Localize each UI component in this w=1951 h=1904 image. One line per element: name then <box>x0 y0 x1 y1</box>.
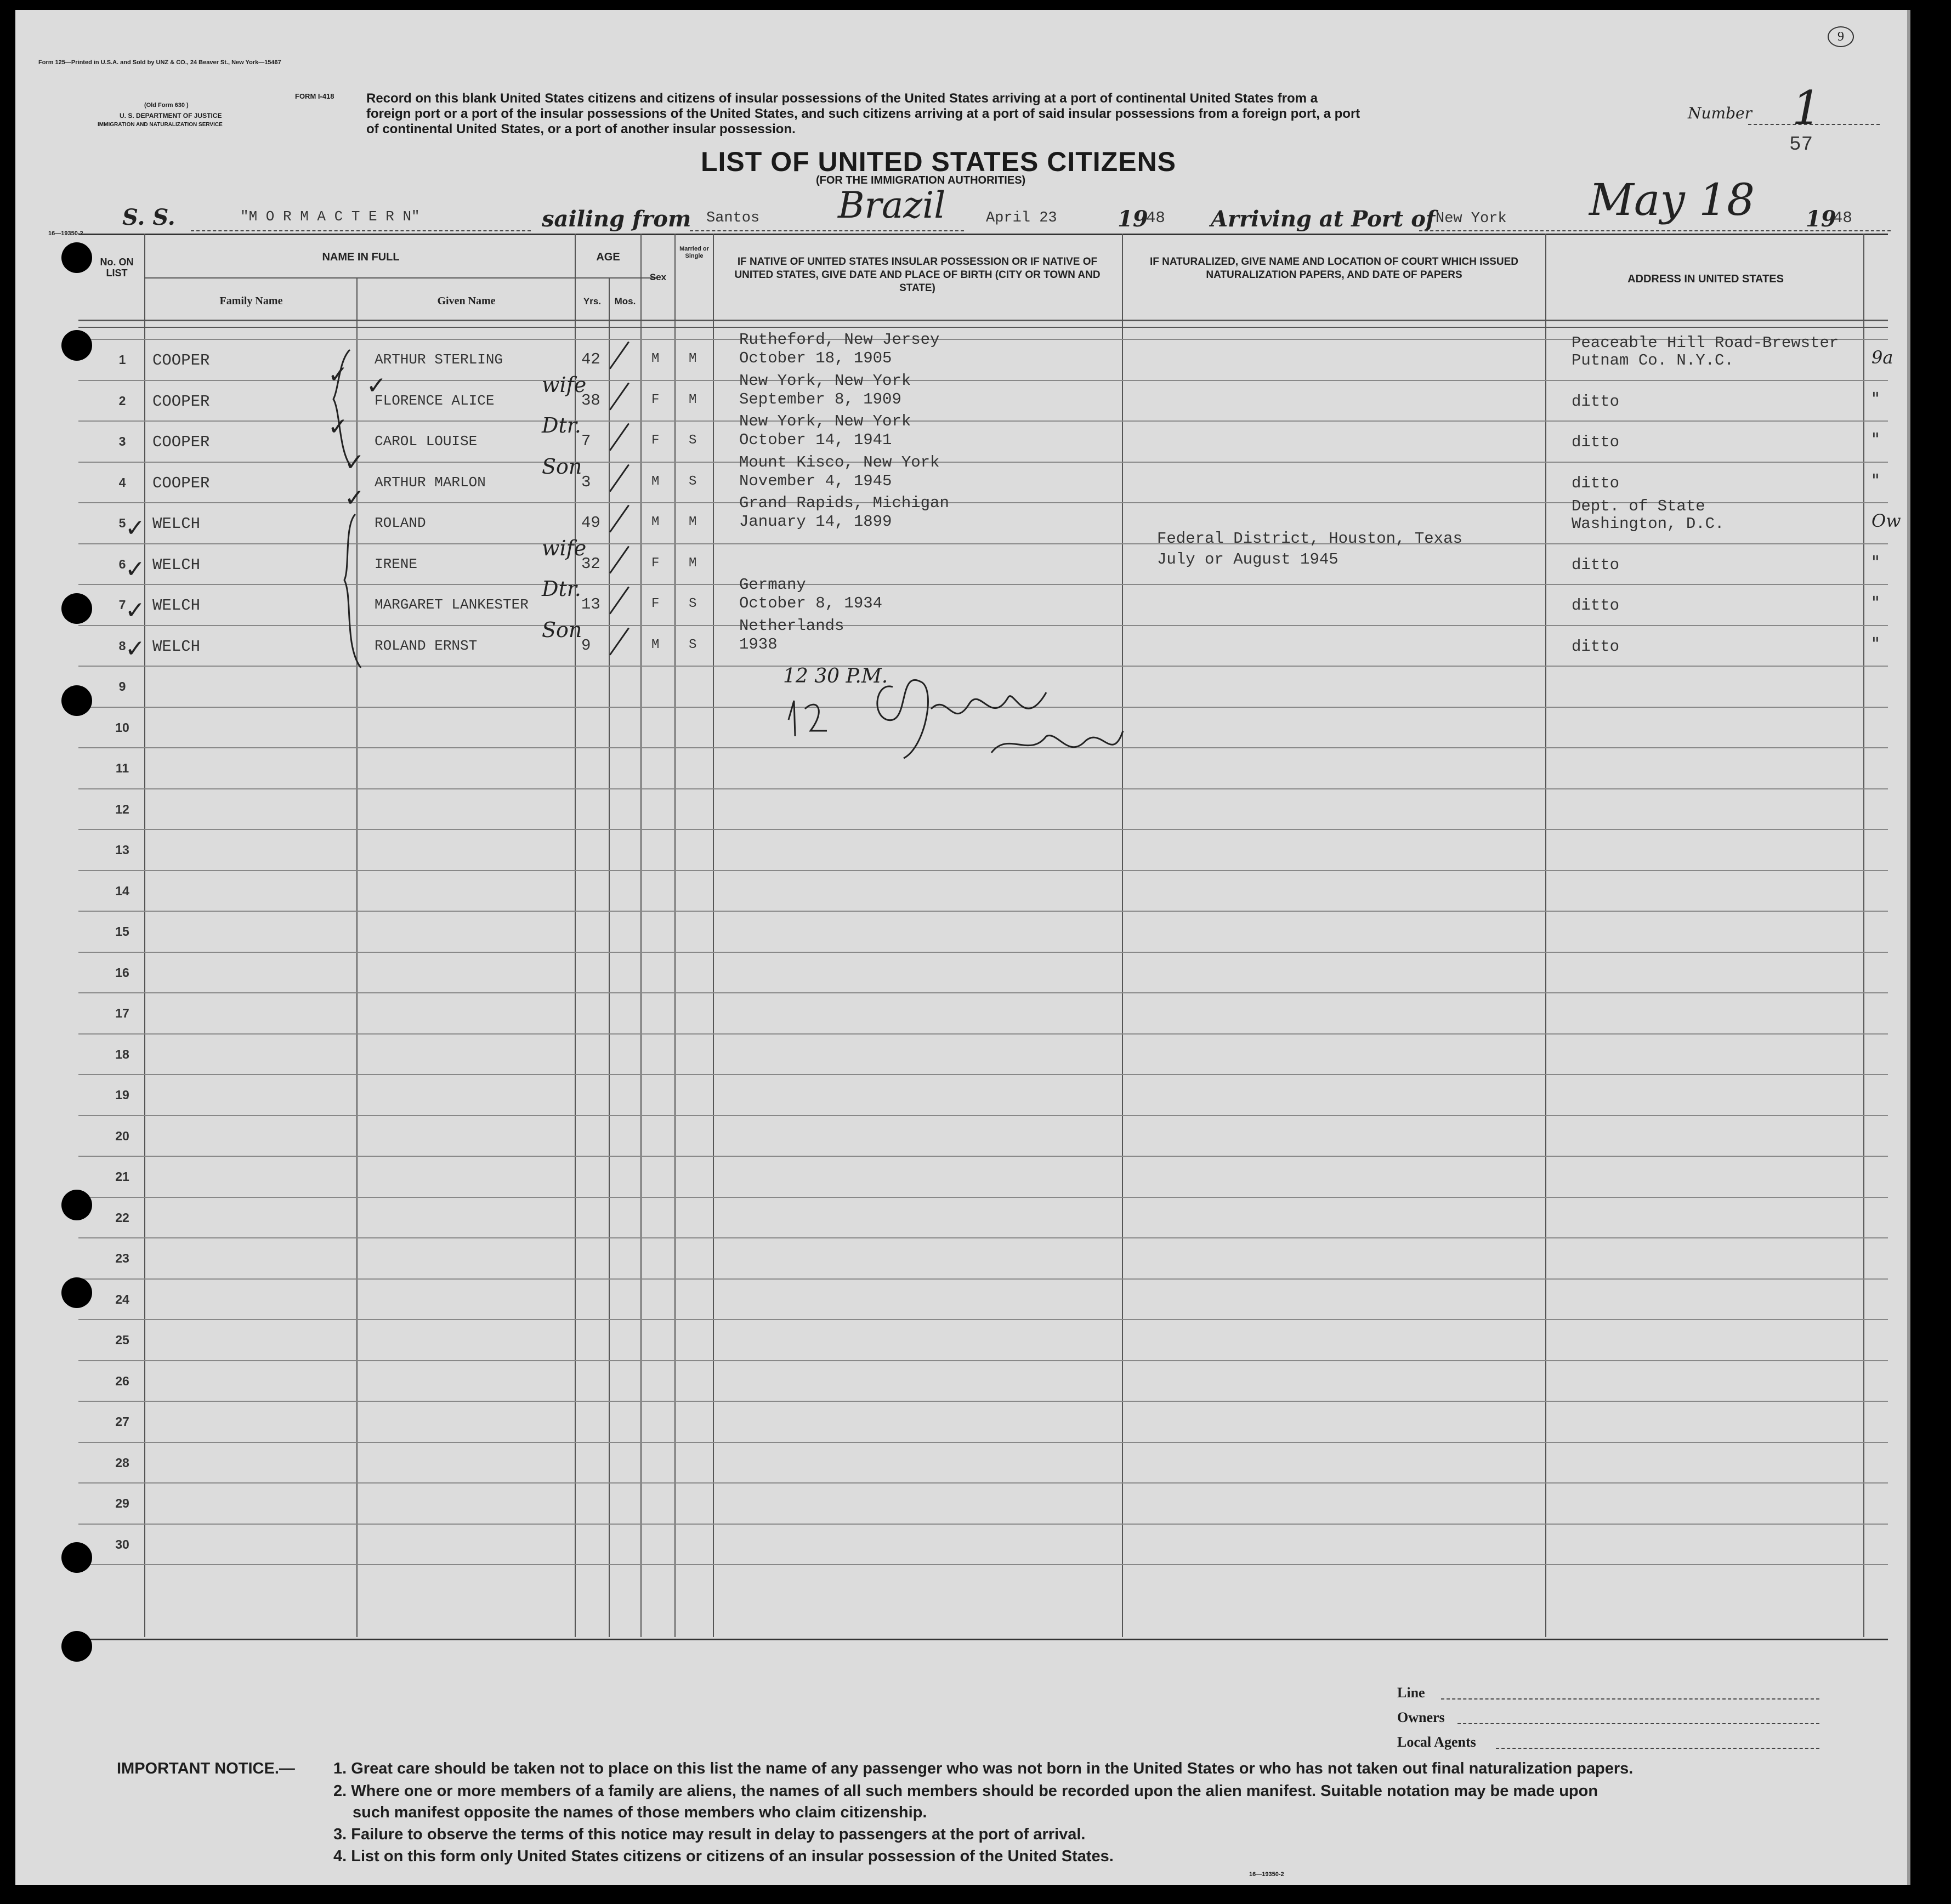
marital-status: S <box>689 638 697 652</box>
age-years: 38 <box>581 391 600 410</box>
instruction-line: of continental United States, or a port of another insular possession. <box>366 122 796 137</box>
ruled-row-line <box>78 829 1888 830</box>
sail-year: 48 <box>1146 209 1165 227</box>
ruled-row-line <box>78 1074 1888 1075</box>
marital-status: M <box>689 515 697 530</box>
row-number: 15 <box>115 924 129 939</box>
col-name-in-full: NAME IN FULL <box>322 251 400 263</box>
col-address: ADDRESS IN UNITED STATES <box>1627 273 1784 285</box>
family-name: WELCH <box>152 596 201 615</box>
checkmark-icon: ✓ <box>125 555 145 583</box>
signature-time: 12 30 P.M. <box>783 665 888 687</box>
punch-hole <box>61 242 92 273</box>
birth-date: September 8, 1909 <box>739 390 901 408</box>
relation-note: wife <box>542 373 587 397</box>
birth-place: New York, New York <box>739 412 911 430</box>
ruled-row-line <box>78 992 1888 993</box>
row-number: 8 <box>118 639 126 653</box>
age-years: 49 <box>581 514 600 532</box>
line-label: Line <box>1397 1685 1425 1701</box>
col-divider <box>1545 234 1546 1637</box>
margin-mark: " <box>1871 552 1880 572</box>
sex: F <box>651 393 660 407</box>
row-number: 22 <box>115 1210 129 1225</box>
notice-1: 1. Great care should be taken not to place on this list the name of any passenger who was not born in the United States or who has not taken out final naturalization papers. <box>333 1760 1634 1777</box>
birth-place: New York, New York <box>739 372 911 390</box>
marital-status: S <box>689 596 697 611</box>
address-line-2: Putnam Co. N.Y.C. <box>1572 351 1734 370</box>
address-line-1: Dept. of State <box>1572 497 1705 515</box>
birth-place: Mount Kisco, New York <box>739 453 940 471</box>
margin-mark: Ow <box>1871 510 1901 531</box>
row-number: 11 <box>115 761 129 775</box>
page-stamp: 57 <box>1789 133 1813 156</box>
row-number: 12 <box>115 802 129 816</box>
col-divider <box>1863 234 1864 1637</box>
row-number: 30 <box>115 1537 129 1551</box>
margin-mark: " <box>1871 388 1880 409</box>
col-sex: Sex <box>649 272 667 282</box>
owners-label: Owners <box>1397 1709 1445 1725</box>
arrival-port: New York <box>1436 211 1507 227</box>
row-number: 20 <box>115 1129 129 1143</box>
marital-status: M <box>689 351 697 366</box>
row-number: 13 <box>115 843 129 857</box>
ruled-row-line <box>78 1115 1888 1116</box>
family-name: COOPER <box>152 474 210 492</box>
row-number: 17 <box>115 1006 129 1020</box>
relation-note: wife <box>542 536 587 560</box>
signature-title <box>991 717 1081 736</box>
arriving-label: Arriving at Port of <box>1211 206 1436 232</box>
sailing-from: Santos <box>706 210 760 226</box>
punch-hole <box>61 330 92 361</box>
sex: M <box>651 638 660 652</box>
line-underline <box>1441 1698 1819 1700</box>
margin-mark: " <box>1871 470 1880 491</box>
ruled-row-line <box>78 1442 1888 1443</box>
col-family-name: Family Name <box>219 295 283 307</box>
sex: M <box>651 515 660 530</box>
instruction-line: foreign port or a port of the insular possessions of the United States, and such citizens arriving at a port of said insular possessions from a foreign port, a port <box>366 106 1360 121</box>
footer-code: 16—19350-2 <box>1249 1871 1284 1878</box>
naturalization-date: July or August 1945 <box>1157 550 1339 569</box>
punch-hole <box>61 685 92 716</box>
family-name: WELCH <box>152 556 201 574</box>
row-number: 26 <box>115 1374 129 1388</box>
birth-date: October 18, 1905 <box>739 349 892 367</box>
marital-status: M <box>689 556 697 571</box>
sailing-from-handwritten: Brazil <box>838 184 946 226</box>
margin-mark: 9a <box>1871 347 1893 368</box>
col-married-single: Married or Single <box>679 246 709 259</box>
marital-status: S <box>689 433 697 448</box>
address-line-2: ditto <box>1572 393 1620 411</box>
sail-year-prefix: 19 <box>1118 206 1148 232</box>
birth-date: October 8, 1934 <box>739 594 883 612</box>
ruled-row-line <box>78 870 1888 871</box>
margin-mark: " <box>1871 633 1880 654</box>
punch-hole <box>61 1631 92 1662</box>
ruled-row-line <box>78 1524 1888 1525</box>
ruled-row-line <box>78 1401 1888 1402</box>
relation-note: Son <box>542 454 582 479</box>
family-name: COOPER <box>152 393 210 411</box>
checkmark-icon: ✓ <box>366 372 387 400</box>
birth-place: Grand Rapids, Michigan <box>739 494 949 512</box>
row-number: 19 <box>115 1088 129 1102</box>
notice-3: 3. Failure to observe the terms of this notice may result in delay to passengers at the port of arrival. <box>333 1826 1086 1843</box>
given-name: MARGARET LANKESTER <box>375 596 529 613</box>
col-divider <box>1122 234 1123 1637</box>
col-mos: Mos. <box>614 296 636 306</box>
given-name: CAROL LOUISE <box>375 433 478 450</box>
row-number: 29 <box>115 1496 129 1510</box>
arrival-year: 48 <box>1833 209 1852 227</box>
checkmark-icon: ✓ <box>125 596 145 624</box>
marital-status: S <box>689 474 697 489</box>
row-number: 18 <box>115 1047 129 1061</box>
col-divider <box>609 277 610 1637</box>
ss-label: S. S. <box>122 204 175 230</box>
col-divider <box>640 234 642 1637</box>
row-number: 10 <box>115 720 129 735</box>
given-name: FLORENCE ALICE <box>375 393 495 409</box>
checkmark-icon: ✓ <box>344 484 365 512</box>
birth-place: Rutheford, New Jersey <box>739 331 940 349</box>
notice-2-cont: such manifest opposite the names of those members who claim citizenship. <box>353 1804 927 1821</box>
col-birth: IF NATIVE OF UNITED STATES INSULAR POSSESSION OR IF NATIVE OF UNITED STATES, GIVE DATE AND PLACE OF BIRTH (CITY OR TOWN AND STATE) <box>734 256 1101 294</box>
punch-hole <box>61 1277 92 1308</box>
notice-title: IMPORTANT NOTICE.— <box>117 1760 295 1777</box>
ruled-row-line <box>78 1156 1888 1157</box>
age-years: 13 <box>581 595 600 613</box>
address-line-2: Washington, D.C. <box>1572 515 1725 533</box>
arrival-underline <box>1419 230 1891 231</box>
signature-name <box>904 660 1030 685</box>
instructions <box>366 91 1606 137</box>
punch-hole <box>61 593 92 624</box>
col-no-on-list: No. ON LIST <box>100 257 134 279</box>
ruled-row-line <box>78 1482 1888 1484</box>
sex: M <box>651 474 660 489</box>
row-number: 3 <box>118 434 126 448</box>
given-name: ROLAND ERNST <box>375 638 478 654</box>
form-number: FORM I-418 <box>295 92 334 100</box>
header-bottom-rule <box>78 320 1888 321</box>
row-number: 27 <box>115 1414 129 1429</box>
col-given-name: Given Name <box>437 295 496 307</box>
ruled-row-line <box>78 1237 1888 1238</box>
checkmark-icon: ✓ <box>328 361 348 389</box>
col-naturalized: IF NATURALIZED, GIVE NAME AND LOCATION OF COURT WHICH ISSUED NATURALIZATION PAPERS, AND DATE OF PAPERS <box>1149 256 1518 281</box>
birth-date: 1938 <box>739 635 778 653</box>
birth-date: October 14, 1941 <box>739 431 892 449</box>
age-years: 7 <box>581 432 591 450</box>
name-header-rule <box>144 277 605 279</box>
age-years: 9 <box>581 636 591 655</box>
old-form: (Old Form 630 ) <box>144 102 189 109</box>
col-yrs: Yrs. <box>583 296 602 306</box>
row-number: 21 <box>115 1169 129 1184</box>
margin-mark: " <box>1871 592 1880 613</box>
page-title: LIST OF UNITED STATES CITIZENS <box>701 146 1177 177</box>
given-name: ARTHUR MARLON <box>375 474 486 491</box>
row-number: 5 <box>118 516 126 530</box>
address-line-2: ditto <box>1572 433 1620 451</box>
agents-underline <box>1496 1748 1819 1749</box>
age-years: 42 <box>581 350 600 368</box>
manifest-sheet <box>15 10 1910 1885</box>
page-subtitle: (FOR THE IMMIGRATION AUTHORITIES) <box>816 174 1026 186</box>
family-brackets <box>328 339 388 690</box>
row-number: 24 <box>115 1292 129 1306</box>
address-line-2: ditto <box>1572 474 1620 492</box>
header-bottom-rule-2 <box>78 327 1888 328</box>
birth-date: January 14, 1899 <box>739 513 892 531</box>
ruled-row-line <box>78 1564 1888 1565</box>
ruled-row-line <box>78 1033 1888 1035</box>
row-number: 7 <box>118 598 126 612</box>
row-number: 2 <box>118 394 126 408</box>
sailing-underline <box>690 230 964 231</box>
address-line-2: ditto <box>1572 556 1620 574</box>
margin-mark: " <box>1871 429 1880 450</box>
ruled-row-line <box>78 1197 1888 1198</box>
owners-underline <box>1457 1723 1819 1724</box>
ruled-row-line <box>78 952 1888 953</box>
col-divider <box>575 234 576 1637</box>
checkmark-icon: ✓ <box>125 514 145 542</box>
family-name: COOPER <box>152 433 210 451</box>
col-divider <box>713 234 714 1637</box>
family-name: COOPER <box>152 351 210 370</box>
arrival-year-prefix: 19 <box>1806 206 1836 232</box>
ruled-row-line <box>78 1278 1888 1280</box>
notice-2: 2. Where one or more members of a family are aliens, the names of all such members should be recorded upon the alien manifest. Suitable notation may be made upon <box>333 1782 1598 1800</box>
checkmark-icon: ✓ <box>328 413 348 441</box>
naturalization-court: Federal District, Houston, Texas <box>1157 530 1462 548</box>
ruled-row-line <box>78 788 1888 789</box>
ruled-row-line <box>78 1360 1888 1361</box>
row-number: 25 <box>115 1333 129 1347</box>
row-number: 9 <box>118 679 126 694</box>
given-name: ARTHUR STERLING <box>375 351 503 368</box>
ruled-row-line <box>78 1319 1888 1320</box>
ship-underline <box>191 230 531 231</box>
row-number: 6 <box>118 557 126 571</box>
birth-date: November 4, 1945 <box>739 472 892 490</box>
birth-place: Netherlands <box>739 617 844 635</box>
service: IMMIGRATION AND NATURALIZATION SERVICE <box>98 122 223 128</box>
arrival-date-handwritten: May 18 <box>1589 174 1755 225</box>
relation-note: Son <box>542 618 582 642</box>
col-divider <box>674 234 676 1637</box>
row-number: 23 <box>115 1251 129 1265</box>
checkmark-icon: ✓ <box>344 448 365 476</box>
ruled-row-line <box>78 911 1888 912</box>
number-value: 1 <box>1792 81 1822 135</box>
col-age: AGE <box>596 251 620 263</box>
code-left: 16—19350-2 <box>48 230 83 237</box>
relation-note: Dtr. <box>542 413 581 437</box>
age-years: 32 <box>581 555 600 573</box>
address-line-2: ditto <box>1572 596 1620 615</box>
address-line-1: Peaceable Hill Road-Brewster <box>1572 334 1839 352</box>
punch-hole <box>61 1190 92 1220</box>
department: U. S. DEPARTMENT OF JUSTICE <box>120 112 222 120</box>
sailing-from-label: sailing from <box>542 206 691 232</box>
birth-place: Germany <box>739 576 806 594</box>
sail-date: April 23 <box>986 210 1057 226</box>
row-number: 14 <box>115 884 129 898</box>
number-label: Number <box>1688 104 1752 122</box>
row-number: 1 <box>118 353 126 367</box>
agents-label: Local Agents <box>1397 1734 1476 1750</box>
relation-note: Dtr. <box>542 577 581 601</box>
row-number: 28 <box>115 1456 129 1470</box>
given-name: ROLAND <box>375 515 426 531</box>
notice-4: 4. List on this form only United States citizens or citizens of an insular possession of the United States. <box>333 1848 1114 1865</box>
sex: F <box>651 433 660 448</box>
instruction-line: Record on this blank United States citizens and citizens of insular possessions of the United States arriving at a port of continental United States from a <box>366 91 1318 106</box>
family-name: WELCH <box>152 638 201 656</box>
sex: F <box>651 556 660 571</box>
family-name: WELCH <box>152 515 201 533</box>
punch-hole <box>61 1542 92 1573</box>
marital-status: M <box>689 393 697 407</box>
checkmark-icon: ✓ <box>125 635 145 663</box>
ship-name: "M O R M A C T E R N" <box>240 208 420 225</box>
col-divider <box>144 234 145 1637</box>
form-print-line: Form 125—Printed in U.S.A. and Sold by UNZ & CO., 24 Beaver St., New York—15467 <box>38 59 281 66</box>
row-number: 4 <box>118 475 126 490</box>
row-number: 16 <box>115 965 129 980</box>
address-line-2: ditto <box>1572 638 1620 656</box>
given-name: IRENE <box>375 556 418 572</box>
sex: M <box>651 351 660 366</box>
age-years: 3 <box>581 473 591 491</box>
sex: F <box>651 596 660 611</box>
page-circle: 9 <box>1828 26 1854 47</box>
